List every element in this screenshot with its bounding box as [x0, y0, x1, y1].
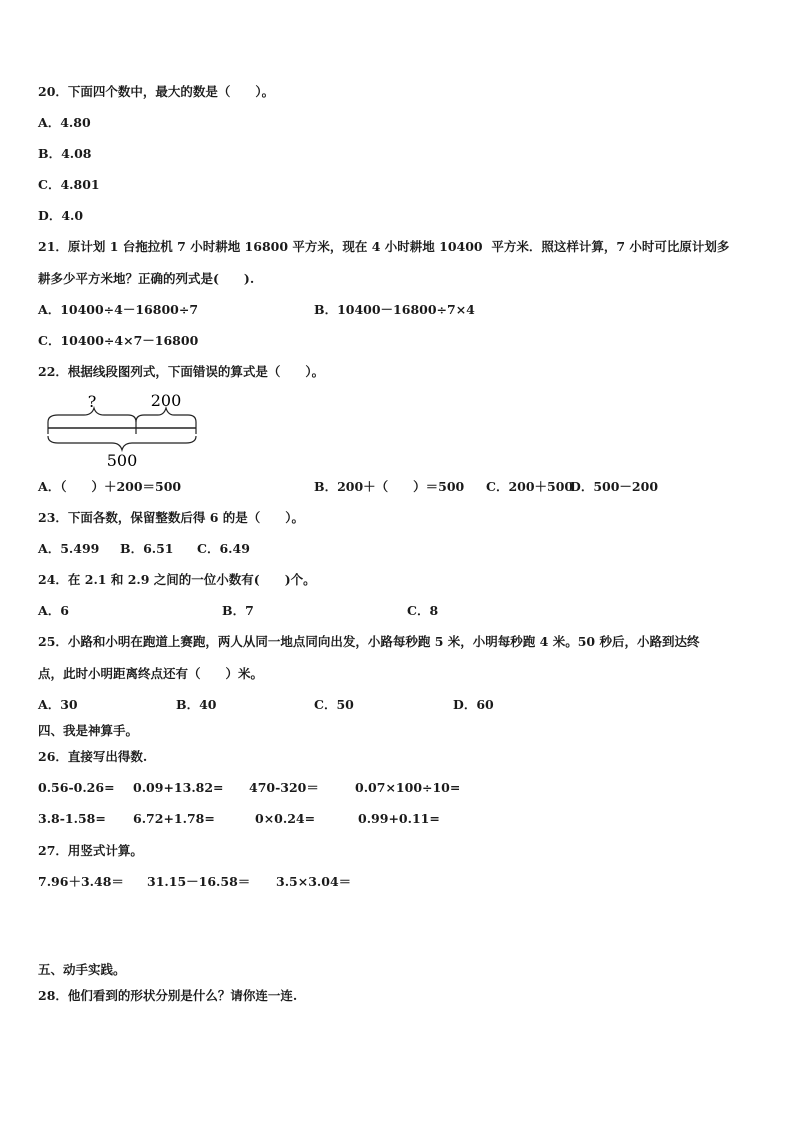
q25-option-d: D．60	[453, 697, 494, 712]
q25-option-a: A．30	[38, 697, 78, 712]
q20-option-d: D．4.0	[38, 208, 84, 223]
section5-heading: 五、动手实践。	[38, 962, 126, 977]
q25-option-c: C．50	[314, 697, 354, 712]
q27-item: 3.5×3.04＝	[276, 874, 352, 889]
q22-option-b: B．200＋（ ）＝500	[314, 479, 465, 494]
q21-stem-line2: 耕多少平方米地？正确的列式是( ).	[38, 271, 255, 286]
q23-option-b: B．6.51	[120, 541, 174, 556]
q24-option-a: A．6	[38, 603, 69, 618]
q26-r2-item: 3.8-1.58=	[38, 811, 106, 826]
q22-option-d: D．500－200	[570, 479, 659, 494]
q21-option-b: B．10400－16800÷7×4	[314, 302, 475, 317]
q27-item: 7.96＋3.48＝	[38, 874, 124, 889]
q21-stem-line1: 21．原计划 1 台拖拉机 7 小时耕地 16800 平方米，现在 4 小时耕地 10400 平方米．照这样计算，7 小时可比原计划多	[38, 239, 730, 254]
line-segment-diagram	[40, 388, 210, 472]
q21-option-a: A．10400÷4－16800÷7	[38, 302, 199, 317]
q20-option-b: B．4.08	[38, 146, 92, 161]
q26-r2-item: 0.99+0.11=	[358, 811, 440, 826]
q28-stem: 28．他们看到的形状分别是什么？请你连一连.	[38, 988, 298, 1003]
part-label: 200	[150, 391, 182, 410]
q22-option-c: C．200＋500	[486, 479, 574, 494]
total-label: 500	[106, 451, 138, 470]
total-brace	[48, 436, 196, 450]
q26-r1-item: 470-320＝	[249, 780, 319, 795]
q20-option-c: C．4.801	[38, 177, 100, 192]
q22-stem: 22．根据线段图列式，下面错误的算式是（ ）。	[38, 364, 325, 379]
q27-item: 31.15－16.58＝	[147, 874, 251, 889]
q20-option-a: A．4.80	[38, 115, 91, 130]
q20-stem: 20．下面四个数中，最大的数是（ ）。	[38, 84, 275, 99]
q23-option-a: A．5.499	[38, 541, 100, 556]
q24-option-b: B．7	[222, 603, 254, 618]
section4-heading: 四、我是神算手。	[38, 723, 139, 738]
part-brace	[136, 408, 196, 422]
unknown-label: ?	[87, 392, 97, 411]
q25-stem-line2: 点，此时小明距离终点还有（ ）米。	[38, 666, 264, 681]
q21-option-c: C．10400÷4×7－16800	[38, 333, 199, 348]
q26-r2-item: 0×0.24=	[255, 811, 316, 826]
q24-stem: 24．在 2.1 和 2.9 之间的一位小数有( )个。	[38, 572, 316, 587]
q23-option-c: C．6.49	[197, 541, 250, 556]
q26-stem: 26．直接写出得数.	[38, 749, 148, 764]
q26-r1-item: 0.07×100÷10=	[355, 780, 461, 795]
q24-option-c: C．8	[407, 603, 439, 618]
q26-r2-item: 6.72+1.78=	[133, 811, 215, 826]
q27-stem: 27．用竖式计算。	[38, 843, 143, 858]
q22-option-a: A．（ ）＋200＝500	[38, 479, 182, 494]
q23-stem: 23．下面各数，保留整数后得 6 的是（ ）。	[38, 510, 305, 525]
q26-r1-item: 0.09+13.82=	[133, 780, 224, 795]
q25-stem-line1: 25．小路和小明在跑道上赛跑，两人从同一地点同向出发，小路每秒跑 5 米，小明每秒跑 4 米。50 秒后，小路到达终	[38, 634, 700, 649]
q25-option-b: B．40	[176, 697, 217, 712]
q26-r1-item: 0.56-0.26=	[38, 780, 115, 795]
